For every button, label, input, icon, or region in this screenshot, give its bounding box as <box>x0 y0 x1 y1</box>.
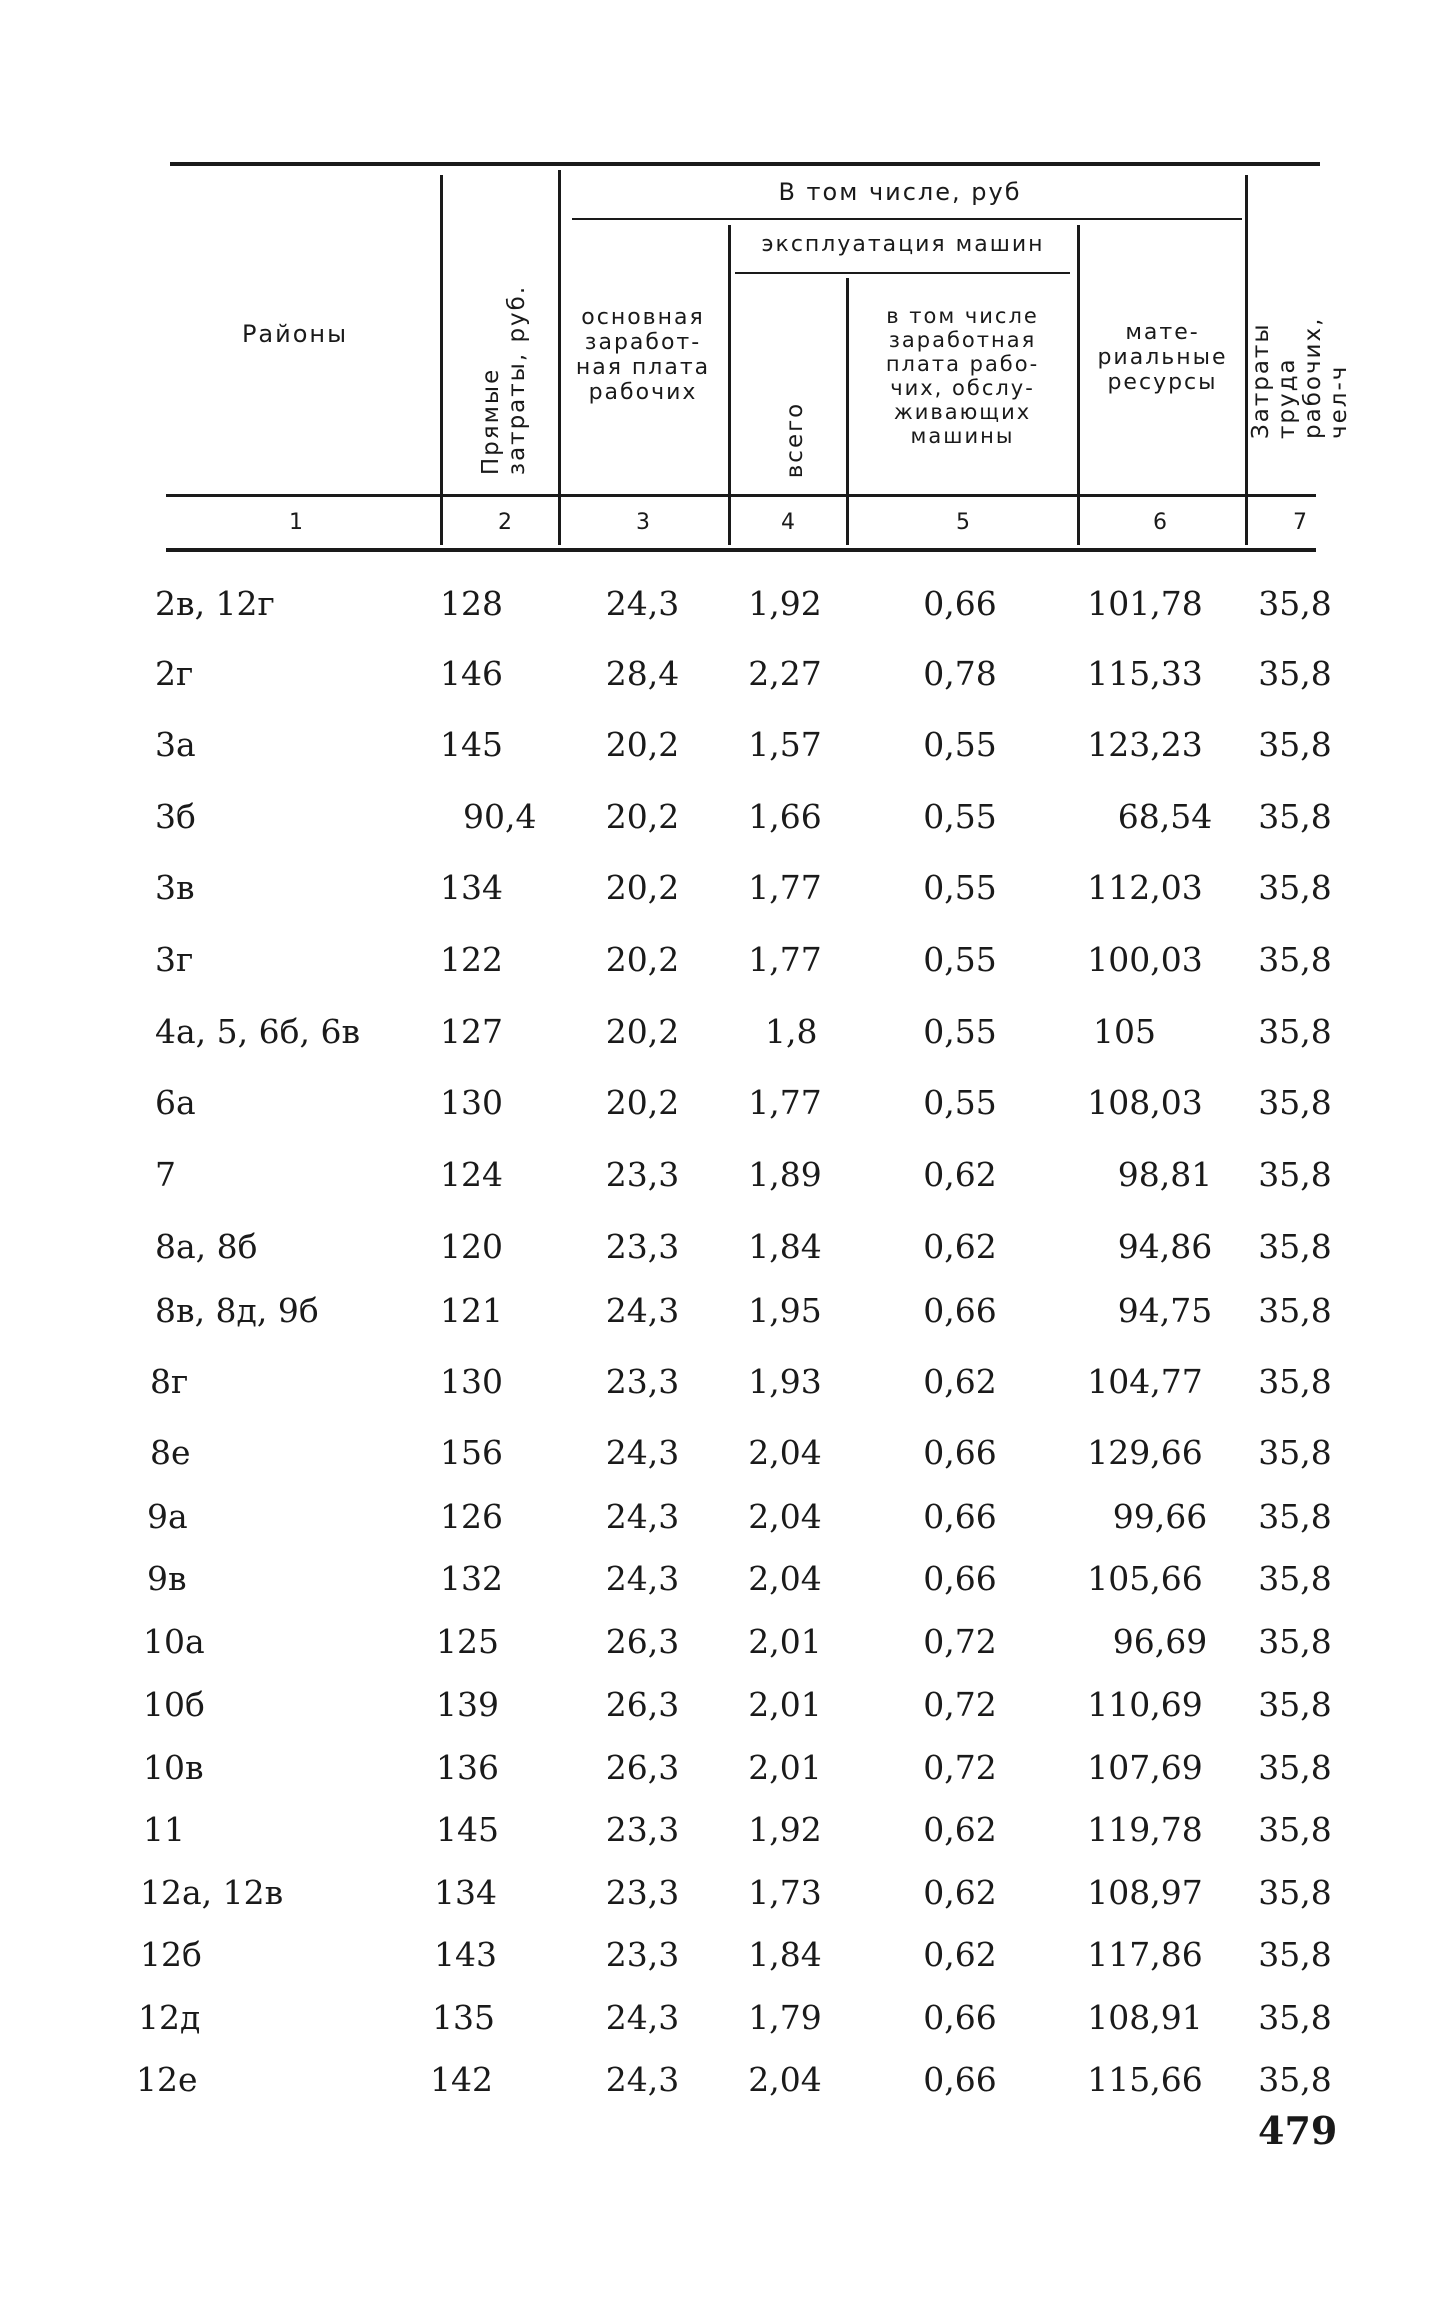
region-cell: 6а <box>155 1083 196 1122</box>
materials-cell: 94,75 <box>1117 1291 1213 1330</box>
machine-total-cell: 1,84 <box>748 1227 822 1266</box>
region-cell: 8в, 8д, 9б <box>155 1291 319 1330</box>
wages-cell: 24,3 <box>605 584 680 623</box>
header-machine-group: эксплуатация машин <box>761 232 1045 257</box>
direct-costs-cell: 128 <box>440 584 503 623</box>
table-row <box>0 652 1438 696</box>
labor-cell: 35,8 <box>1258 2060 1332 2099</box>
materials-cell: 115,66 <box>1087 2060 1203 2099</box>
table-row <box>0 582 1438 626</box>
region-cell: 8е <box>150 1433 191 1472</box>
machine-total-cell: 1,77 <box>748 868 822 907</box>
region-cell: 9в <box>147 1559 187 1598</box>
region-cell: 8г <box>150 1362 189 1401</box>
region-cell: 12б <box>140 1935 202 1974</box>
region-cell: 12д <box>138 1998 201 2037</box>
wages-cell: 24,3 <box>605 2060 680 2099</box>
table-row <box>0 866 1438 910</box>
wages-cell: 20,2 <box>605 797 680 836</box>
table-row <box>0 1225 1438 1269</box>
materials-cell: 119,78 <box>1087 1810 1203 1849</box>
machine-wages-cell: 0,55 <box>923 797 997 836</box>
region-cell: 12е <box>136 2060 198 2099</box>
direct-costs-cell: 132 <box>440 1559 503 1598</box>
direct-costs-cell: 135 <box>432 1998 495 2037</box>
labor-cell: 35,8 <box>1258 1012 1332 1051</box>
wages-cell: 20,2 <box>605 940 680 979</box>
region-cell: 3в <box>155 868 195 907</box>
colnum-6: 6 <box>1153 510 1167 535</box>
materials-cell: 101,78 <box>1087 584 1203 623</box>
labor-cell: 35,8 <box>1258 725 1332 764</box>
materials-cell: 115,33 <box>1087 654 1203 693</box>
header-direct-costs: Прямые затраты, руб. <box>478 284 530 476</box>
table-row <box>0 1683 1438 1727</box>
header-regions: Районы <box>241 320 349 348</box>
machine-wages-cell: 0,72 <box>923 1685 997 1724</box>
direct-costs-cell: 145 <box>440 725 503 764</box>
group-title-rule <box>572 218 1242 220</box>
table-row <box>0 1996 1438 2040</box>
region-cell: 3г <box>155 940 194 979</box>
labor-cell: 35,8 <box>1258 584 1332 623</box>
region-cell: 8а, 8б <box>155 1227 258 1266</box>
direct-costs-cell: 145 <box>436 1810 499 1849</box>
machine-wages-cell: 0,55 <box>923 868 997 907</box>
machine-total-cell: 1,77 <box>748 1083 822 1122</box>
labor-cell: 35,8 <box>1258 868 1332 907</box>
table-row <box>0 1360 1438 1404</box>
machine-total-cell: 1,92 <box>748 584 822 623</box>
table-row <box>0 795 1438 839</box>
machine-wages-cell: 0,62 <box>923 1873 997 1912</box>
machine-wages-cell: 0,62 <box>923 1227 997 1266</box>
region-cell: 7 <box>155 1155 176 1194</box>
colnum-2: 2 <box>498 510 512 535</box>
machine-total-cell: 2,04 <box>748 1497 822 1536</box>
colnum-7: 7 <box>1293 510 1307 535</box>
machine-wages-cell: 0,62 <box>923 1155 997 1194</box>
materials-cell: 98,81 <box>1117 1155 1213 1194</box>
labor-cell: 35,8 <box>1258 1935 1332 1974</box>
materials-cell: 129,66 <box>1087 1433 1203 1472</box>
wages-cell: 26,3 <box>605 1748 680 1787</box>
direct-costs-cell: 142 <box>430 2060 493 2099</box>
materials-cell: 108,91 <box>1087 1998 1203 2037</box>
direct-costs-cell: 126 <box>440 1497 503 1536</box>
machine-wages-cell: 0,55 <box>923 940 997 979</box>
region-cell: 9а <box>147 1497 188 1536</box>
materials-cell: 100,03 <box>1087 940 1203 979</box>
machine-wages-cell: 0,72 <box>923 1748 997 1787</box>
labor-cell: 35,8 <box>1258 1291 1332 1330</box>
labor-cell: 35,8 <box>1258 1873 1332 1912</box>
direct-costs-cell: 146 <box>440 654 503 693</box>
materials-cell: 94,86 <box>1117 1227 1213 1266</box>
table-row <box>0 2058 1438 2102</box>
wages-cell: 23,3 <box>605 1227 680 1266</box>
header-divider-3 <box>728 225 731 545</box>
machine-total-cell: 1,92 <box>748 1810 822 1849</box>
region-cell: 10а <box>143 1622 205 1661</box>
direct-costs-cell: 124 <box>440 1155 503 1194</box>
labor-cell: 35,8 <box>1258 1998 1332 2037</box>
materials-cell: 112,03 <box>1087 868 1203 907</box>
header-bottom-rule <box>166 494 1316 497</box>
table-row <box>0 938 1438 982</box>
machine-wages-cell: 0,66 <box>923 1291 997 1330</box>
table-row <box>0 1495 1438 1539</box>
wages-cell: 26,3 <box>605 1685 680 1724</box>
wages-cell: 24,3 <box>605 1559 680 1598</box>
machine-wages-cell: 0,66 <box>923 1998 997 2037</box>
region-cell: 11 <box>143 1810 185 1849</box>
labor-cell: 35,8 <box>1258 654 1332 693</box>
wages-cell: 28,4 <box>605 654 680 693</box>
direct-costs-cell: 156 <box>440 1433 503 1472</box>
wages-cell: 24,3 <box>605 1497 680 1536</box>
machine-wages-cell: 0,72 <box>923 1622 997 1661</box>
labor-cell: 35,8 <box>1258 1559 1332 1598</box>
region-cell: 2г <box>155 654 194 693</box>
colnum-5: 5 <box>956 510 970 535</box>
materials-cell: 99,66 <box>1112 1497 1208 1536</box>
header-group-title: В том числе, руб <box>778 178 1022 206</box>
region-cell: 3б <box>155 797 196 836</box>
table-row <box>0 1153 1438 1197</box>
colnum-1: 1 <box>289 510 303 535</box>
direct-costs-cell: 143 <box>434 1935 497 1974</box>
table-row <box>0 1010 1438 1054</box>
machine-total-cell: 1,89 <box>748 1155 822 1194</box>
wages-cell: 23,3 <box>605 1810 680 1849</box>
table-row <box>0 723 1438 767</box>
direct-costs-cell: 134 <box>434 1873 497 1912</box>
direct-costs-cell: 130 <box>440 1362 503 1401</box>
colnum-bottom-rule <box>166 548 1316 552</box>
header-base-wages: основная заработ-ная плата рабочих <box>575 305 711 405</box>
labor-cell: 35,8 <box>1258 1497 1332 1536</box>
machine-group-rule <box>735 272 1070 274</box>
materials-cell: 108,97 <box>1087 1873 1203 1912</box>
region-cell: 10в <box>143 1748 204 1787</box>
table-row <box>0 1746 1438 1790</box>
machine-wages-cell: 0,55 <box>923 1012 997 1051</box>
direct-costs-cell: 127 <box>440 1012 503 1051</box>
labor-cell: 35,8 <box>1258 1433 1332 1472</box>
table-row <box>0 1871 1438 1915</box>
wages-cell: 23,3 <box>605 1155 680 1194</box>
labor-cell: 35,8 <box>1258 1362 1332 1401</box>
materials-cell: 110,69 <box>1087 1685 1203 1724</box>
page-number: 479 <box>1258 2108 1338 2153</box>
machine-total-cell: 2,01 <box>748 1748 822 1787</box>
machine-total-cell: 1,77 <box>748 940 822 979</box>
wages-cell: 24,3 <box>605 1998 680 2037</box>
header-machine-wages: в том числе заработная плата рабо-чих, обслу-живающих машины <box>885 304 1040 448</box>
machine-total-cell: 2,04 <box>748 2060 822 2099</box>
colnum-3: 3 <box>636 510 650 535</box>
direct-costs-cell: 134 <box>440 868 503 907</box>
machine-total-cell: 1,95 <box>748 1291 822 1330</box>
materials-cell: 68,54 <box>1117 797 1213 836</box>
labor-cell: 35,8 <box>1258 1155 1332 1194</box>
region-cell: 2в, 12г <box>155 584 275 623</box>
machine-total-cell: 1,84 <box>748 1935 822 1974</box>
machine-wages-cell: 0,55 <box>923 1083 997 1122</box>
machine-total-cell: 1,66 <box>748 797 822 836</box>
machine-wages-cell: 0,66 <box>923 2060 997 2099</box>
table-row <box>0 1081 1438 1125</box>
region-cell: 12а, 12в <box>140 1873 284 1912</box>
machine-wages-cell: 0,55 <box>923 725 997 764</box>
labor-cell: 35,8 <box>1258 1810 1332 1849</box>
wages-cell: 20,2 <box>605 1083 680 1122</box>
wages-cell: 20,2 <box>605 868 680 907</box>
machine-wages-cell: 0,66 <box>923 584 997 623</box>
direct-costs-cell: 136 <box>436 1748 499 1787</box>
materials-cell: 105 <box>1093 1012 1156 1051</box>
materials-cell: 96,69 <box>1112 1622 1208 1661</box>
wages-cell: 24,3 <box>605 1291 680 1330</box>
labor-cell: 35,8 <box>1258 1685 1332 1724</box>
header-divider-1 <box>440 175 443 545</box>
labor-cell: 35,8 <box>1258 1622 1332 1661</box>
table-row <box>0 1289 1438 1333</box>
labor-cell: 35,8 <box>1258 940 1332 979</box>
materials-cell: 108,03 <box>1087 1083 1203 1122</box>
labor-cell: 35,8 <box>1258 1227 1332 1266</box>
machine-wages-cell: 0,66 <box>923 1559 997 1598</box>
machine-wages-cell: 0,66 <box>923 1433 997 1472</box>
table-row <box>0 1808 1438 1852</box>
machine-total-cell: 2,04 <box>748 1559 822 1598</box>
machine-total-cell: 1,79 <box>748 1998 822 2037</box>
machine-wages-cell: 0,66 <box>923 1497 997 1536</box>
header-materials: мате-риальные ресурсы <box>1097 320 1228 395</box>
materials-cell: 104,77 <box>1087 1362 1203 1401</box>
table-row <box>0 1933 1438 1977</box>
labor-cell: 35,8 <box>1258 1083 1332 1122</box>
region-cell: 10б <box>143 1685 205 1724</box>
machine-total-cell: 1,93 <box>748 1362 822 1401</box>
machine-total-cell: 2,01 <box>748 1685 822 1724</box>
region-cell: 4а, 5, 6б, 6в <box>155 1012 361 1051</box>
header-divider-2 <box>558 170 561 545</box>
direct-costs-cell: 120 <box>440 1227 503 1266</box>
machine-wages-cell: 0,78 <box>923 654 997 693</box>
machine-total-cell: 2,01 <box>748 1622 822 1661</box>
machine-total-cell: 1,8 <box>765 1012 818 1051</box>
region-cell: 3а <box>155 725 196 764</box>
header-machine-total: всего <box>782 401 808 479</box>
materials-cell: 123,23 <box>1087 725 1203 764</box>
machine-total-cell: 1,57 <box>748 725 822 764</box>
direct-costs-cell: 122 <box>440 940 503 979</box>
direct-costs-cell: 130 <box>440 1083 503 1122</box>
labor-cell: 35,8 <box>1258 1748 1332 1787</box>
table-row <box>0 1431 1438 1475</box>
wages-cell: 26,3 <box>605 1622 680 1661</box>
header-divider-5 <box>1077 225 1080 545</box>
materials-cell: 107,69 <box>1087 1748 1203 1787</box>
machine-total-cell: 2,27 <box>748 654 822 693</box>
header-labor-costs: Затраты труда рабочих, чел-ч <box>1248 316 1352 439</box>
machine-wages-cell: 0,62 <box>923 1810 997 1849</box>
machine-total-cell: 2,04 <box>748 1433 822 1472</box>
table-row <box>0 1620 1438 1664</box>
machine-total-cell: 1,73 <box>748 1873 822 1912</box>
wages-cell: 23,3 <box>605 1935 680 1974</box>
materials-cell: 117,86 <box>1087 1935 1203 1974</box>
machine-wages-cell: 0,62 <box>923 1935 997 1974</box>
direct-costs-cell: 90,4 <box>463 797 537 836</box>
header-divider-4 <box>846 278 849 545</box>
colnum-4: 4 <box>781 510 795 535</box>
direct-costs-cell: 125 <box>436 1622 499 1661</box>
wages-cell: 23,3 <box>605 1873 680 1912</box>
table-row <box>0 1557 1438 1601</box>
wages-cell: 20,2 <box>605 725 680 764</box>
direct-costs-cell: 121 <box>440 1291 503 1330</box>
machine-wages-cell: 0,62 <box>923 1362 997 1401</box>
wages-cell: 23,3 <box>605 1362 680 1401</box>
table-top-rule <box>170 162 1320 166</box>
labor-cell: 35,8 <box>1258 797 1332 836</box>
wages-cell: 24,3 <box>605 1433 680 1472</box>
wages-cell: 20,2 <box>605 1012 680 1051</box>
materials-cell: 105,66 <box>1087 1559 1203 1598</box>
direct-costs-cell: 139 <box>436 1685 499 1724</box>
